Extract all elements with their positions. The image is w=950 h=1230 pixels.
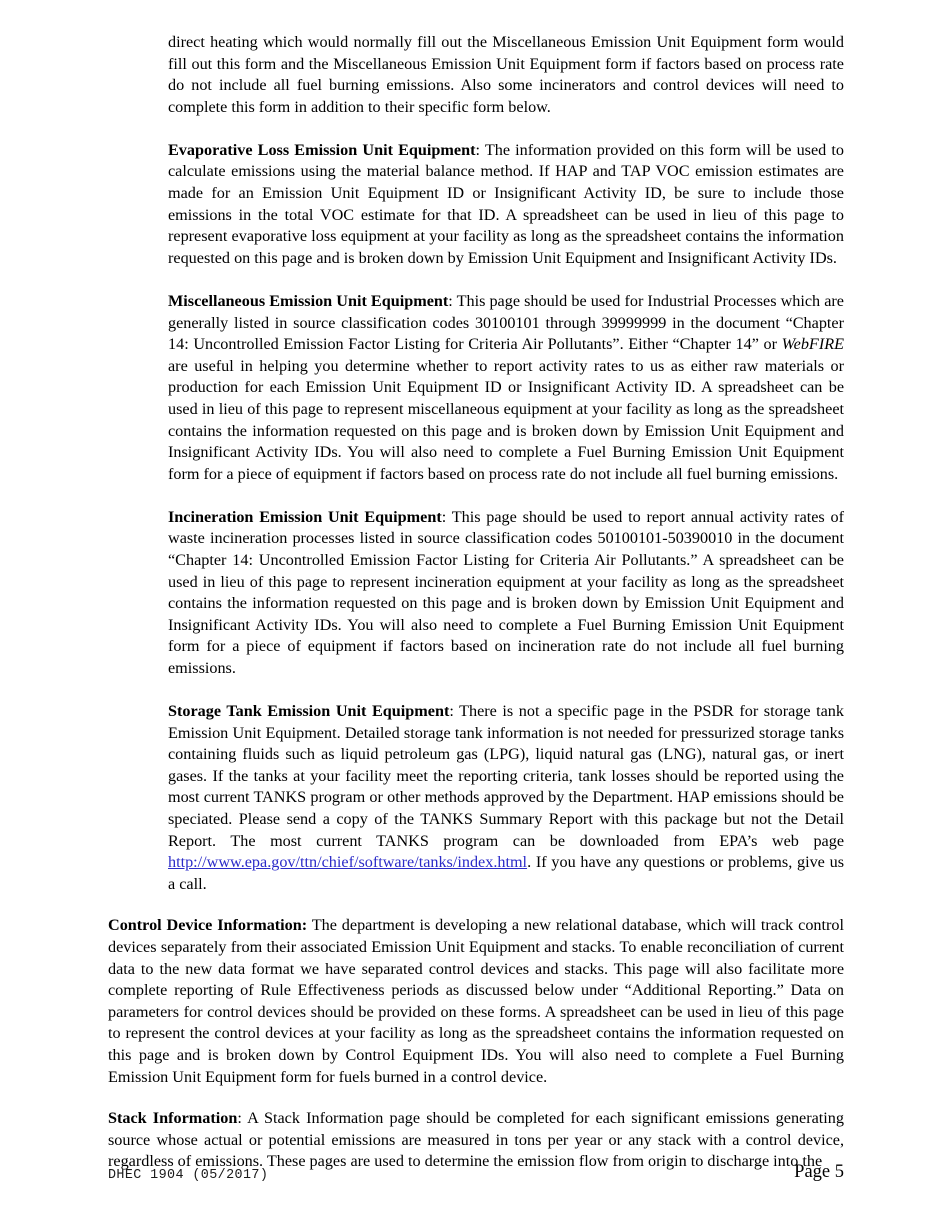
section-separator: : — [448, 291, 457, 310]
section-evaporative-loss — [168, 140, 844, 270]
section-control-device-information — [108, 915, 844, 1088]
section-body-storage-tank-before: There is not a specific page in the PSDR for storage tank Emission Unit Equipment. Detailed storage tank information is not needed for pressurized storage tanks containing fluids such as liquid petroleum gas (LPG), liquid natural gas (LNG), natural gas, or inert gases. If the tanks at your facility meet the reporting criteria, tank losses should be reported using the most current TANKS program or other methods approved by the Department. HAP emissions should be speciated. Please send a copy of the TANKS Summary Report with this package but not the Detail Report. The most current TANKS program can be downloaded from EPA’s web page — [168, 702, 844, 850]
section-body-stack-information: A Stack Information page should be completed for each significant emissions generating source whose actual or potential emissions are measured in tons per year or any stack with a control device, regardless of emissions. These pages are used to determine the emission flow from origin to discharge into the — [108, 1109, 844, 1171]
epa-tanks-hyperlink[interactable]: http://www.epa.gov/ttn/chief/software/tanks/index.html — [168, 853, 528, 872]
paragraph-spacer — [108, 1088, 844, 1108]
paragraph-continuation — [168, 32, 844, 118]
page-number-label: Page 5 — [794, 1162, 844, 1182]
form-id-label: DHEC 1904 (05/2017) — [108, 1168, 269, 1183]
section-separator: : — [475, 140, 485, 159]
paragraph-spacer — [108, 680, 844, 702]
section-body-control-device: The department is developing a new relational database, which will track control devices separately from their associated Emission Unit Equipment and stacks. To enable reconciliation of current data to the new data format we have separated control devices and stacks. This page will also facilitate more complete reporting of Rule Effectiveness periods as discussed below under “Additional Reporting.” Data on parameters for control devices should be provided on these forms. A spreadsheet can be used in lieu of this page to represent the control devices at your facility as long as the spreadsheet contains the information requested on this page and is broken down by Control Equipment IDs. You will also need to complete a Fuel Burning Emission Unit Equipment form for fuels burned in a control device. — [108, 916, 844, 1086]
section-body-incineration: This page should be used to report annual activity rates of waste incineration processes listed in source classification codes 50100101-50390010 in the document “Chapter 14: Uncontrolled Emission Factor Listing for Criteria Air Pollutants.” A spreadsheet can be used in lieu of this page to represent incineration equipment at your facility as long as the spreadsheet contains the information requested on this page and is broken down by Emission Unit Equipment and Insignificant Activity IDs. You will also need to complete a Fuel Burning Emission Unit Equipment form for a piece of equipment if factors based on incineration rate do not include all fuel burning emissions. — [168, 507, 845, 677]
section-heading-incineration: Incineration Emission Unit Equipment — [168, 507, 442, 526]
paragraph-spacer — [108, 485, 844, 507]
page-footer — [108, 1162, 844, 1192]
section-body-miscellaneous-before: This page should be used for Industrial Processes which are generally listed in source classification codes 30100101 through 39999999 in the document “Chapter 14: Uncontrolled Emission Factor Listing for Criteria Air Pollutants”. Either “Chapter 14” or — [168, 291, 844, 354]
section-heading-control-device: Control Device Information: — [108, 916, 308, 935]
continuation-text: direct heating which would normally fill out the Miscellaneous Emission Unit Equipment form would fill out this form and the Miscellaneous Emission Unit Equipment form if factors based on process rate do not include all fuel burning emissions. Also some incinerators and control devices will need to complete this form in addition to their specific form below. — [168, 33, 844, 116]
section-heading-evaporative-loss: Evaporative Loss Emission Unit Equipment — [168, 140, 476, 159]
italic-term-webfire: WebFIRE — [781, 335, 844, 354]
paragraph-spacer — [108, 269, 844, 291]
section-incineration — [168, 507, 844, 680]
section-body-miscellaneous-after: are useful in helping you determine whether to report activity rates to us as either raw materials or production for each Emission Unit Equipment ID or Insignificant Activity ID. A spreadsheet can be used in lieu of this page to represent miscellaneous equipment at your facility as long as the spreadsheet contains the information requested on this page and is broken down by Emission Unit Equipment and Insignificant Activity IDs. You will also need to complete a Fuel Burning Emission Unit Equipment form for a piece of equipment if factors based on process rate do not include all fuel burning emissions. — [168, 356, 844, 483]
page-content — [108, 32, 844, 1173]
section-separator: : — [449, 702, 460, 721]
paragraph-spacer — [108, 118, 844, 140]
paragraph-spacer — [108, 895, 844, 915]
section-storage-tank — [168, 701, 844, 895]
section-miscellaneous — [168, 291, 844, 485]
section-heading-miscellaneous: Miscellaneous Emission Unit Equipment — [168, 291, 449, 310]
section-heading-storage-tank: Storage Tank Emission Unit Equipment — [168, 702, 450, 721]
section-heading-stack-information: Stack Information — [108, 1109, 238, 1128]
section-body-storage-tank-after: . If you have any questions or problems, give us a call. — [168, 853, 844, 893]
section-body-evaporative-loss: The information provided on this form will be used to calculate emissions using the material balance method. If HAP and TAP VOC emission estimates are made for an Emission Unit Equipment ID or Insignificant Activity ID, be sure to include those emissions in the total VOC estimate for that ID. A spreadsheet can be used in lieu of this page to represent evaporative loss equipment at your facility as long as the spreadsheet contains the information requested on this page and is broken down by Emission Unit Equipment and Insignificant Activity IDs. — [168, 140, 844, 267]
section-separator: : — [441, 507, 452, 526]
section-separator: : — [237, 1109, 248, 1128]
